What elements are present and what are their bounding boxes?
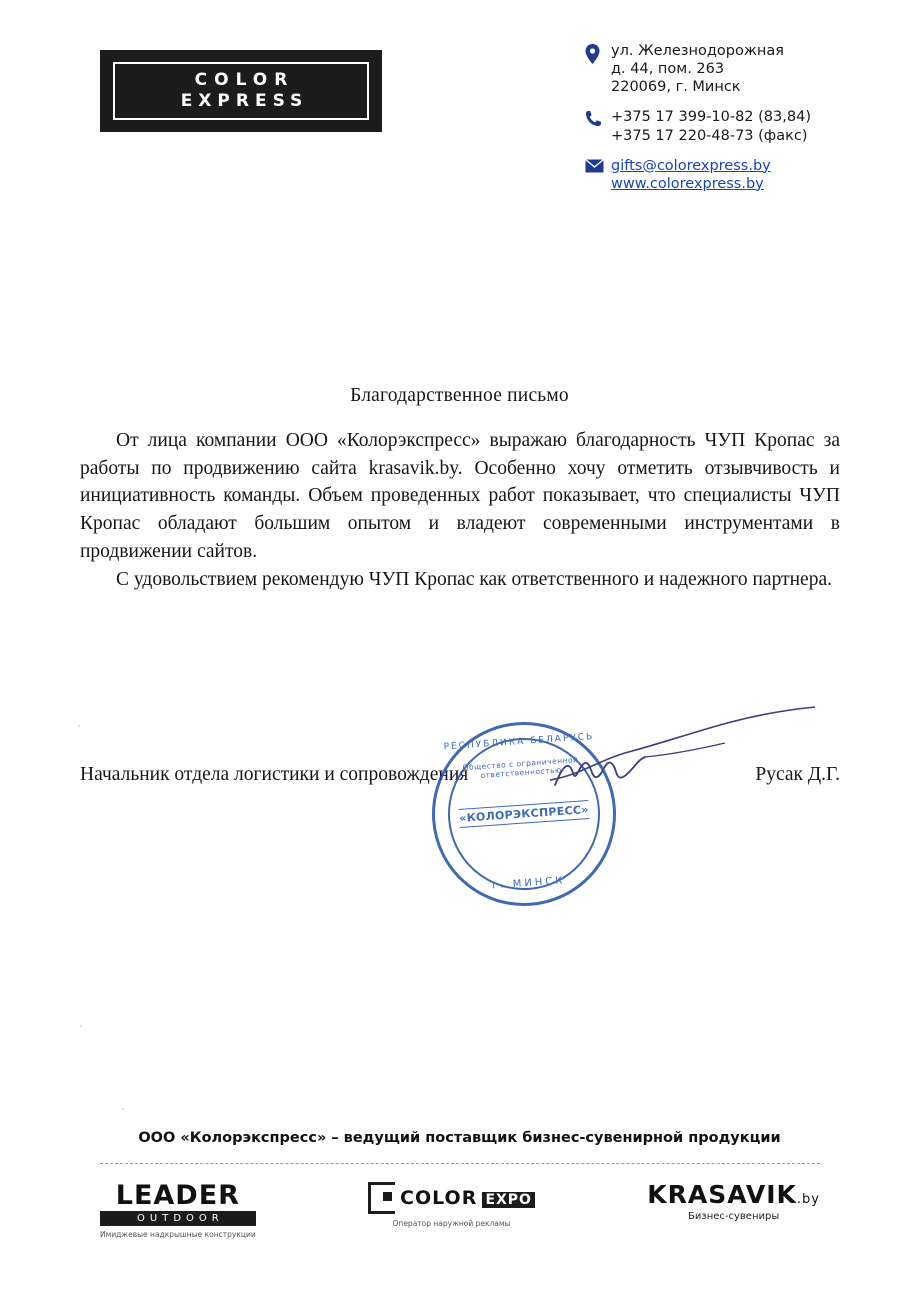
leader-sub-text: OUTDOOR [100,1211,256,1226]
stamp-center-text: «КОЛОРЭКСПРЕСС» [458,800,589,828]
colorexpress-logo [100,50,382,132]
leader-outdoor-logo [100,1182,256,1239]
letter-paragraph-2 [80,566,840,594]
color-expo-lockup [368,1182,535,1214]
krasavik-logo [647,1182,820,1222]
krasavik-main-text [647,1182,820,1207]
phone-line-2: +375 17 220-48-73 (факс) [611,127,808,144]
phone-icon [585,108,611,127]
color-expo-main-text: COLOR [400,1186,478,1209]
stamp-top-text: РЕСПУБЛИКА БЕЛАРУСЬ [443,731,595,753]
location-pin-icon [585,42,611,64]
scan-speck [122,1108,124,1110]
colorexpress-logo-frame [113,62,369,120]
contact-email [585,157,915,193]
letter-paragraph-2-text: С удовольствием рекомендую ЧУП Кропас как ответственного и надежного партнера. [116,569,832,591]
contact-email-text [611,157,915,193]
krasavik-word: KRASAVIK [647,1180,797,1209]
color-expo-mark-icon [368,1182,395,1214]
contact-block [585,42,915,205]
letter-paragraph-1-text: От лица компании ООО «Колорэкспресс» выражаю благодарность ЧУП Кропас за работы по продвижению сайта krasavik.by. Особенно хочу отметить отзывчивость и инициативность команды. Объем проведенных работ показывает, что специалисты ЧУП Кропас обладают большим опытом и владеют современными инструментами в продвижении сайтов. [80,430,840,562]
phone-line-1: +375 17 399-10-82 (83,84) [611,109,811,126]
letter-paragraph-1 [80,427,840,565]
page-title: Благодарственное письмо [350,385,569,406]
address-line-3: 220069, г. Минск [611,79,741,96]
stamp-center [458,800,589,828]
scan-speck [80,1025,82,1027]
colorexpress-logo-line2: EXPRESS [180,91,309,111]
leader-caption: Имиджевые надкрышные конструкции [100,1230,256,1239]
email-link[interactable]: gifts@colorexpress.by [611,157,771,174]
color-expo-sub-text: EXPO [482,1192,535,1208]
stamp-mid-text: Общество с ограниченной ответственностью [462,755,579,780]
company-stamp [426,716,622,912]
letter-body [80,427,840,594]
contact-address-text [611,42,915,96]
footer-logos [100,1182,820,1262]
address-line-1: ул. Железнодорожная [611,43,784,59]
krasavik-tld: .by [796,1192,820,1207]
stamp-bottom-text: г. МИНСК [491,875,566,892]
signer-position: Начальник отдела логистики и сопровождения [80,764,469,785]
letterhead-header [0,42,919,202]
contact-phone [585,108,915,144]
colorexpress-logo-line1: COLOR [194,70,295,90]
color-expo-text [400,1186,535,1209]
scan-speck [78,725,80,727]
footer-tagline: ООО «Колорэкспресс» – ведущий поставщик бизнес-сувенирной продукции [138,1130,781,1146]
website-link[interactable]: www.colorexpress.by [611,175,764,192]
address-line-2: д. 44, пом. 263 [611,61,725,78]
krasavik-caption: Бизнес-сувениры [688,1211,780,1222]
contact-address [585,42,915,96]
envelope-icon [585,157,611,173]
footer-divider [100,1163,820,1164]
signer-name: Русак Д.Г. [755,764,840,785]
color-expo-logo [368,1182,535,1228]
leader-main-text: LEADER [115,1180,240,1211]
contact-phone-text [611,108,915,144]
color-expo-caption: Оператор наружной рекламы [392,1219,511,1228]
